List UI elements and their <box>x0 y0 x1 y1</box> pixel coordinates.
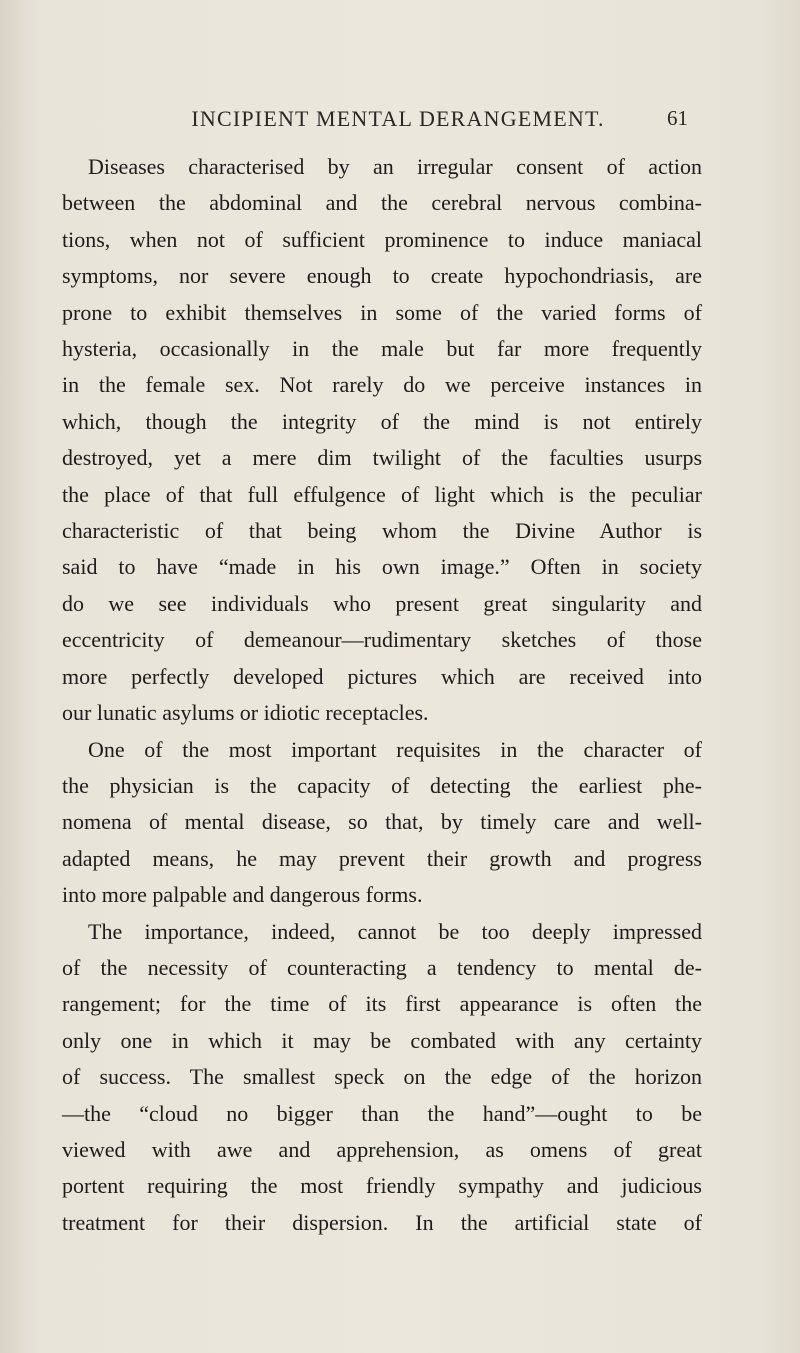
text-line: portent requiring the most friendly sympathy and judicious <box>62 1173 702 1199</box>
text-line: nomena of mental disease, so that, by timely care and well- <box>62 809 702 835</box>
text-line: adapted means, he may prevent their growth and progress <box>62 845 702 871</box>
text-line: symptoms, nor severe enough to create hypochondriasis, are <box>62 263 702 289</box>
text-line: rangement; for the time of its first appearance is often the <box>62 991 702 1017</box>
text-line: —the “cloud no bigger than the hand”—ought to be <box>62 1100 702 1126</box>
text-line: hysteria, occasionally in the male but far more frequently <box>62 336 702 362</box>
running-title: INCIPIENT MENTAL DERANGEMENT. <box>191 106 605 131</box>
text-line: destroyed, yet a mere dim twilight of the faculties usurps <box>62 445 702 471</box>
text-line: The importance, indeed, cannot be too deeply impressed <box>88 918 702 944</box>
page-number: 61 <box>667 106 688 130</box>
paragraph-2 <box>62 732 702 914</box>
text-line: viewed with awe and apprehension, as omens of great <box>62 1136 702 1162</box>
text-line: do we see individuals who present great singularity and <box>62 590 702 616</box>
text-line: One of the most important requisites in the character of <box>88 736 702 762</box>
text-line: of the necessity of counteracting a tendency to mental de- <box>62 954 702 980</box>
paragraph-1 <box>62 149 702 732</box>
text-line: into more palpable and dangerous forms. <box>62 882 423 908</box>
text-line: of success. The smallest speck on the edge of the horizon <box>62 1064 702 1090</box>
text-line: which, though the integrity of the mind is not entirely <box>62 408 702 434</box>
text-line: treatment for their dispersion. In the artificial state of <box>62 1209 702 1235</box>
text-line: prone to exhibit themselves in some of the varied forms of <box>62 299 702 325</box>
text-line: eccentricity of demeanour—rudimentary sketches of those <box>62 627 702 653</box>
paragraph-3 <box>62 914 702 1242</box>
text-line: in the female sex. Not rarely do we perceive instances in <box>62 372 702 398</box>
text-line: characteristic of that being whom the Divine Author is <box>62 518 702 544</box>
text-line: our lunatic asylums or idiotic receptacles. <box>62 700 429 726</box>
text-line: tions, when not of sufficient prominence to induce maniacal <box>62 226 702 252</box>
body-text <box>62 149 702 1241</box>
text-line: only one in which it may be combated with any certainty <box>62 1027 702 1053</box>
text-line: said to have “made in his own image.” Often in society <box>62 554 702 580</box>
running-head <box>128 106 688 136</box>
text-line: the physician is the capacity of detecting the earliest phe- <box>62 772 702 798</box>
text-line: Diseases characterised by an irregular consent of action <box>88 154 702 179</box>
text-line: between the abdominal and the cerebral nervous combina- <box>62 190 702 216</box>
text-line: more perfectly developed pictures which are received into <box>62 663 702 689</box>
text-line: the place of that full effulgence of light which is the peculiar <box>62 481 702 507</box>
